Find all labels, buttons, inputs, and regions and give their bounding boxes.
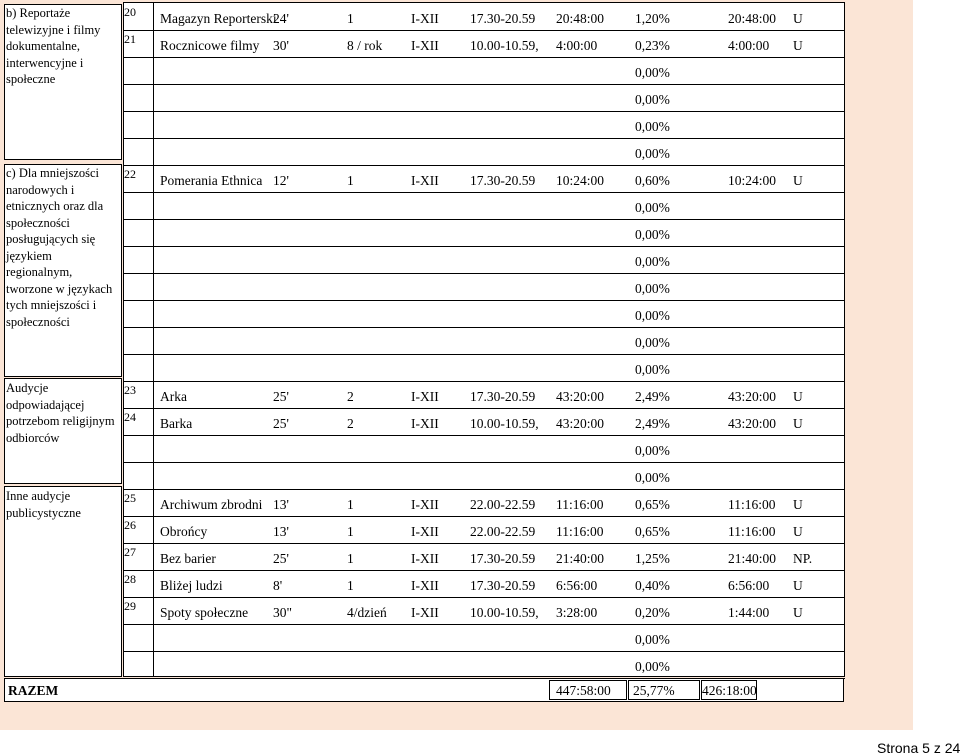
cell-title: Bliżej ludzi [160, 578, 223, 593]
cell-total: 20:48:00 [556, 11, 605, 26]
cell-pct: 0,00% [635, 362, 670, 377]
table-row [123, 274, 845, 301]
table-row [123, 490, 845, 517]
row-number: 26 [124, 518, 136, 532]
cell-pct: 0,00% [635, 308, 670, 323]
cell-type: NP. [793, 551, 813, 566]
section-label-inne: Inne audycje publicystyczne [6, 489, 81, 520]
cell-pct: 2,49% [635, 389, 670, 404]
table-row [123, 301, 845, 328]
cell-first: 11:16:00 [728, 524, 776, 539]
row-number: 25 [124, 491, 136, 505]
cell-first: 20:48:00 [728, 11, 777, 26]
row-number: 28 [124, 572, 136, 586]
row-number: 22 [124, 167, 136, 181]
cell-period: I-XII [411, 497, 439, 512]
table-row [123, 31, 845, 58]
cell-dur: 24' [273, 11, 289, 26]
section-label-reportaze: b) Reportaże telewizyjne i filmy dokumentalne, interwencyjne i społeczne [6, 6, 101, 86]
cell-first: 43:20:00 [728, 389, 777, 404]
cell-pct: 0,65% [635, 524, 670, 539]
cell-period: I-XII [411, 605, 439, 620]
row-number: 20 [124, 5, 136, 19]
table-row [123, 166, 845, 193]
row-number: 21 [124, 32, 136, 46]
table-row [123, 517, 845, 544]
section-label-religijne: Audycje odpowiadającej potrzebom religijnym odbiorców [6, 381, 115, 445]
cell-title: Barka [160, 416, 193, 431]
cell-dur: 30" [273, 605, 293, 620]
cell-pct: 0,00% [635, 443, 670, 458]
cell-time: 10.00-10.59, [470, 38, 539, 53]
cell-period: I-XII [411, 11, 439, 26]
cell-time: 10.00-10.59, [470, 416, 539, 431]
cell-total: 10:24:00 [556, 173, 605, 188]
table-row [123, 4, 845, 31]
table-row [123, 85, 845, 112]
cell-time: 22.00-22.59 [470, 524, 536, 539]
cell-title: Rocznicowe filmy [160, 38, 260, 53]
cell-pct: 0,00% [635, 254, 670, 269]
cell-title: Magazyn Reporterski [160, 11, 277, 26]
row-number: 23 [124, 383, 136, 397]
table-row [123, 463, 845, 490]
cell-pct: 0,00% [635, 92, 670, 107]
cell-freq: 4/dzień [347, 605, 387, 620]
cell-first: 11:16:00 [728, 497, 776, 512]
cell-freq: 2 [347, 389, 354, 404]
table-row [123, 652, 845, 679]
razem-label: RAZEM [8, 683, 59, 698]
cell-freq: 1 [347, 11, 354, 26]
cell-first: 21:40:00 [728, 551, 777, 566]
cell-title: Bez barier [160, 551, 216, 566]
cell-pct: 0,65% [635, 497, 670, 512]
cell-dur: 25' [273, 389, 289, 404]
cell-first: 4:00:00 [728, 38, 770, 53]
cell-pct: 0,00% [635, 146, 670, 161]
table-row [123, 355, 845, 382]
cell-title: Spoty społeczne [160, 605, 249, 620]
razem-total: 447:58:00 [556, 683, 611, 698]
cell-type: U [793, 605, 803, 620]
cell-pct: 0,23% [635, 38, 670, 53]
cell-dur: 30' [273, 38, 289, 53]
table-row [123, 598, 845, 625]
cell-period: I-XII [411, 38, 439, 53]
cell-pct: 2,49% [635, 416, 670, 431]
cell-pct: 0,00% [635, 119, 670, 134]
table-row [123, 328, 845, 355]
cell-freq: 1 [347, 497, 354, 512]
table-row [123, 625, 845, 652]
cell-time: 17.30-20.59 [470, 551, 536, 566]
cell-pct: 0,00% [635, 335, 670, 350]
cell-first: 43:20:00 [728, 416, 777, 431]
cell-time: 22.00-22.59 [470, 497, 536, 512]
cell-type: U [793, 173, 803, 188]
cell-type: U [793, 11, 803, 26]
cell-pct: 0,00% [635, 281, 670, 296]
cell-pct: 0,60% [635, 173, 670, 188]
table-row [123, 247, 845, 274]
cell-time: 17.30-20.59 [470, 389, 536, 404]
table-row [123, 193, 845, 220]
cell-freq: 1 [347, 551, 354, 566]
razem-first: 426:18:00 [702, 683, 757, 698]
cell-type: U [793, 524, 803, 539]
row-number: 27 [124, 545, 136, 559]
cell-total: 43:20:00 [556, 416, 605, 431]
cell-time: 10.00-10.59, [470, 605, 539, 620]
cell-freq: 8 / rok [347, 38, 383, 53]
cell-time: 17.30-20.59 [470, 578, 536, 593]
cell-period: I-XII [411, 416, 439, 431]
cell-pct: 0,00% [635, 470, 670, 485]
table-row [123, 112, 845, 139]
cell-pct: 0,00% [635, 632, 670, 647]
cell-first: 1:44:00 [728, 605, 770, 620]
cell-title: Archiwum zbrodni [160, 497, 263, 512]
cell-period: I-XII [411, 578, 439, 593]
table-row [123, 220, 845, 247]
cell-first: 10:24:00 [728, 173, 777, 188]
cell-dur: 12' [273, 173, 289, 188]
cell-time: 17.30-20.59 [470, 11, 536, 26]
table-row [123, 409, 845, 436]
cell-title: Pomerania Ethnica [160, 173, 263, 188]
cell-period: I-XII [411, 389, 439, 404]
cell-type: U [793, 578, 803, 593]
cell-freq: 1 [347, 173, 354, 188]
razem-pct: 25,77% [633, 683, 675, 698]
cell-dur: 25' [273, 416, 289, 431]
cell-type: U [793, 38, 803, 53]
cell-first: 6:56:00 [728, 578, 770, 593]
table-row [123, 382, 845, 409]
cell-title: Arka [160, 389, 187, 404]
table-row [123, 436, 845, 463]
cell-pct: 0,00% [635, 227, 670, 242]
cell-pct: 0,00% [635, 65, 670, 80]
cell-pct: 0,00% [635, 659, 670, 674]
cell-type: U [793, 389, 803, 404]
cell-type: U [793, 497, 803, 512]
cell-freq: 2 [347, 416, 354, 431]
cell-dur: 13' [273, 497, 289, 512]
cell-pct: 1,25% [635, 551, 670, 566]
cell-total: 6:56:00 [556, 578, 598, 593]
cell-dur: 13' [273, 524, 289, 539]
page-footer: Strona 5 z 24 [877, 740, 960, 756]
row-number: 24 [124, 410, 136, 424]
table-row [123, 571, 845, 598]
cell-total: 11:16:00 [556, 497, 604, 512]
cell-pct: 0,20% [635, 605, 670, 620]
cell-dur: 25' [273, 551, 289, 566]
cell-total: 43:20:00 [556, 389, 605, 404]
section-label-mniejszosci: c) Dla mniejszości narodowych i etnicznych oraz dla społeczności posługujących się językiem regionalnym, tworzone w językach tych mniejszości i społeczności [6, 166, 113, 329]
cell-pct: 1,20% [635, 11, 670, 26]
cell-freq: 1 [347, 578, 354, 593]
cell-dur: 8' [273, 578, 283, 593]
cell-period: I-XII [411, 551, 439, 566]
cell-total: 3:28:00 [556, 605, 598, 620]
cell-pct: 0,40% [635, 578, 670, 593]
cell-total: 4:00:00 [556, 38, 598, 53]
cell-period: I-XII [411, 524, 439, 539]
table-row [123, 544, 845, 571]
cell-type: U [793, 416, 803, 431]
cell-time: 17.30-20.59 [470, 173, 536, 188]
cell-period: I-XII [411, 173, 439, 188]
cell-pct: 0,00% [635, 200, 670, 215]
cell-freq: 1 [347, 524, 354, 539]
cell-total: 11:16:00 [556, 524, 604, 539]
table-row [123, 139, 845, 166]
cell-total: 21:40:00 [556, 551, 605, 566]
cell-title: Obrońcy [160, 524, 208, 539]
table-row [123, 58, 845, 85]
row-number: 29 [124, 599, 136, 613]
